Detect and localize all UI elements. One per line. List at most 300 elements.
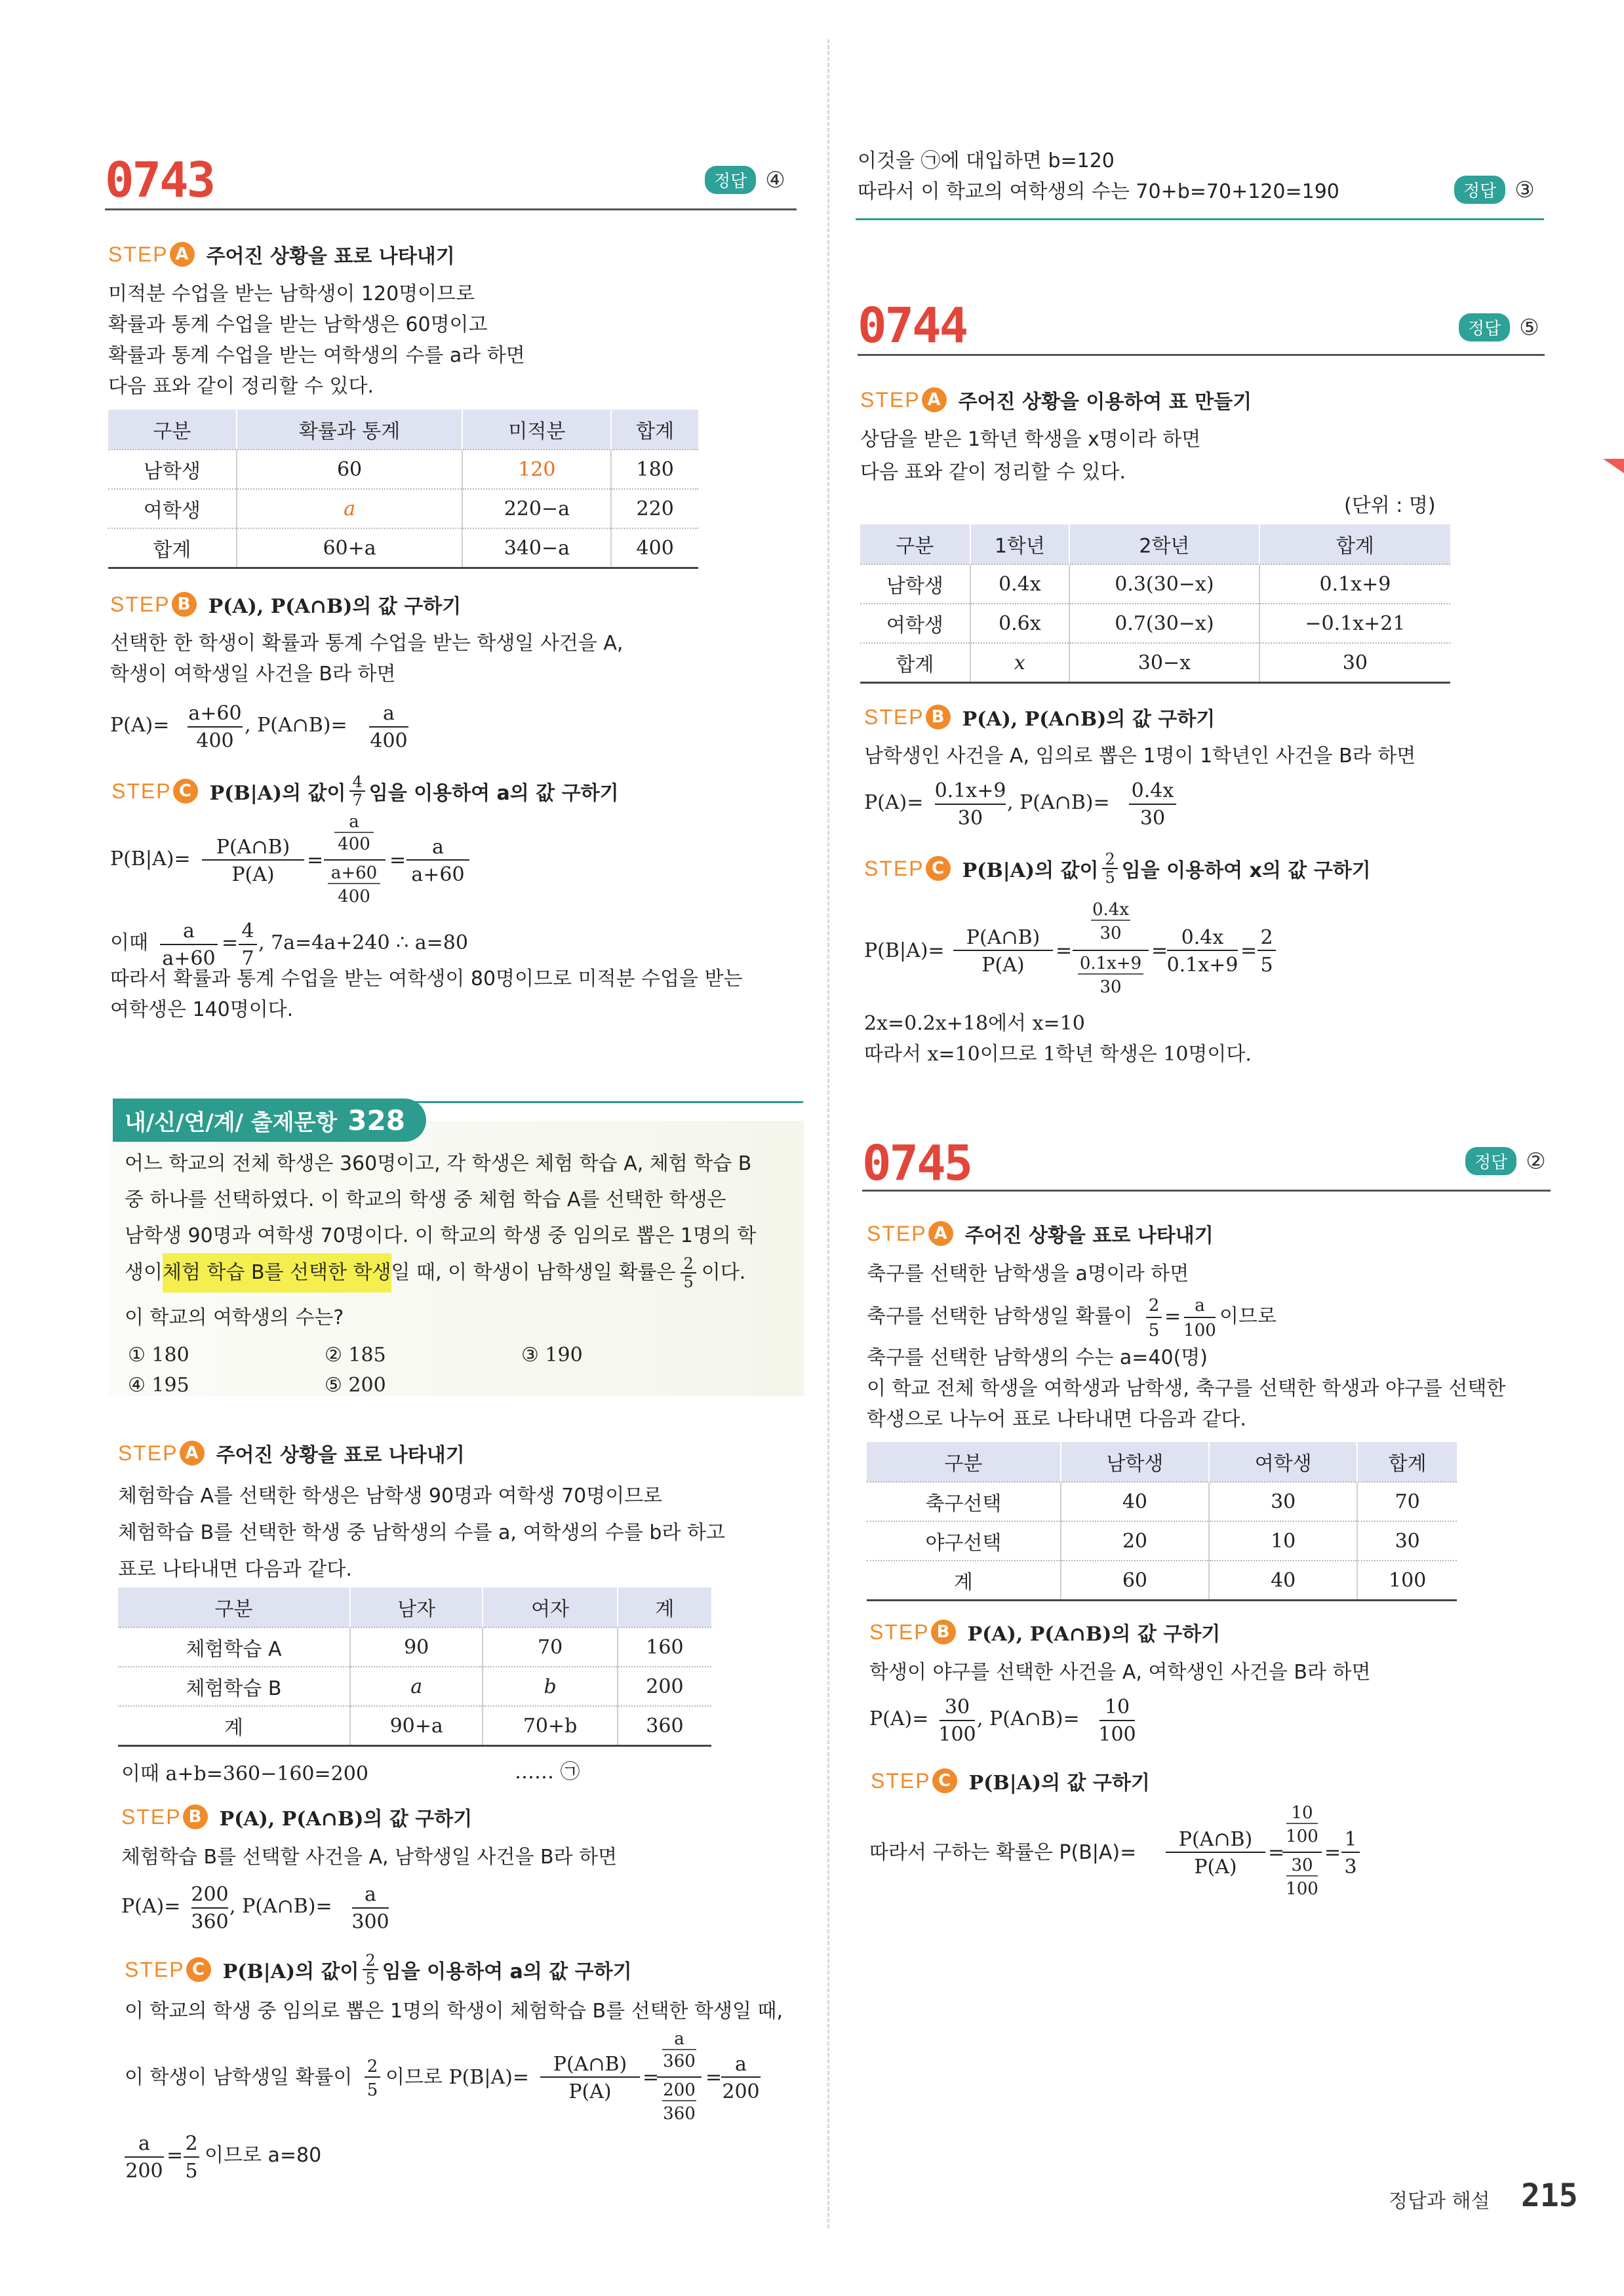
table-cell: x: [970, 643, 1069, 683]
step-label-icon: C: [932, 1768, 957, 1793]
frac-den: 400: [370, 730, 408, 752]
table-cell: 30: [1357, 1521, 1457, 1561]
eq-text: =: [705, 2066, 723, 2089]
eq-text: , P(A∩B)=: [1007, 791, 1110, 814]
choice-1[interactable]: ① 180: [128, 1344, 189, 1367]
choice-2[interactable]: ② 185: [325, 1344, 386, 1367]
footer-label: 정답과 해설: [1389, 2190, 1490, 2213]
problem-number-0745: 0745: [862, 1135, 972, 1192]
frac-num: a+60: [188, 702, 242, 725]
frac-num: 200: [663, 2080, 696, 2100]
step-label-icon: B: [931, 1620, 956, 1644]
answer-328: [1454, 176, 1535, 204]
step-label-icon: C: [926, 856, 951, 881]
problem-number-0743: 0743: [105, 152, 214, 208]
step-title: 주어진 상황을 표로 나타내기: [964, 1224, 1214, 1247]
frac-den: 5: [1148, 1321, 1160, 1340]
frac-num: a+60: [330, 863, 378, 883]
step-b-0743: [110, 590, 461, 619]
step-b-body-0745: 학생이 야구를 선택한 사건을 A, 여학생인 사건을 B라 하면: [869, 1661, 1371, 1684]
eq-step-b-0745: [869, 1694, 1237, 1746]
text-line: 어느 학교의 전체 학생은 360명이고, 각 학생은 체험 학습 A, 체험 학습 B: [125, 1152, 752, 1175]
frac-den: 30: [957, 807, 983, 830]
frac-den: P(A): [1194, 1856, 1237, 1878]
eq-text: P(B|A)=: [110, 847, 191, 870]
table-cell: 160: [618, 1627, 711, 1667]
frac-den: 400: [338, 887, 370, 906]
question-text-328: [125, 1146, 756, 1254]
eq-text: =: [1240, 939, 1258, 962]
frac-den: 100: [938, 1723, 976, 1746]
question-tag-328: [113, 1099, 426, 1142]
after-table-eq: 이때 a+b=360−160=200: [121, 1762, 368, 1785]
eq-final-328: [125, 2130, 387, 2183]
table-cell: 20: [1061, 1521, 1209, 1561]
text-line: 2x=0.2x+18에서 x=10: [864, 1012, 1085, 1035]
text-line: 확률과 통계 수업을 받는 여학생의 수를 a라 하면: [108, 344, 525, 367]
table-row: [860, 564, 1450, 604]
question-line-4: [125, 1253, 745, 1293]
table-cell: 60+a: [237, 528, 463, 568]
text-line: 체험학습 B를 선택한 학생 중 남학생의 수를 a, 여학생의 수를 b라 하고: [118, 1521, 725, 1544]
frac-den: 5: [1260, 954, 1273, 977]
step-a-body-0745: [867, 1342, 1505, 1435]
table-cell: b: [483, 1667, 617, 1706]
step-title-fraction: [1102, 851, 1117, 886]
table-header: 1학년: [970, 524, 1069, 564]
frac-num: 2: [365, 1951, 376, 1970]
table-cell: 0.4x: [970, 564, 1069, 604]
table-header: 여자: [483, 1587, 617, 1627]
step-word: STEP: [125, 1957, 185, 1981]
table-cell: 70: [483, 1627, 617, 1667]
table-cell: 220: [611, 489, 698, 528]
table-cell: −0.1x+21: [1259, 604, 1450, 643]
choice-5[interactable]: ⑤ 200: [325, 1374, 386, 1397]
step-title: 임을 이용하여 a의 값 구하기: [382, 1960, 632, 1983]
table-header: 확률과 통계: [237, 410, 463, 450]
frac-num: 4: [241, 920, 254, 943]
question-line-5: 이 학교의 여학생의 수는?: [125, 1306, 344, 1329]
choice-3[interactable]: ③ 190: [521, 1344, 583, 1367]
frac-den: 3: [1344, 1856, 1357, 1878]
section-rule: [856, 218, 1544, 220]
answer-badge: 정답: [1465, 1147, 1516, 1175]
frac-den: 360: [191, 1911, 229, 1934]
table-cell: 10: [1209, 1521, 1357, 1561]
frac-num: a: [735, 2053, 747, 2076]
frac-num: a: [383, 702, 395, 725]
step-word: STEP: [864, 705, 924, 729]
eq-text: 이때: [110, 931, 148, 954]
table-cell: 남학생: [860, 564, 970, 604]
table-header: 구분: [860, 524, 970, 564]
step-title: P(B|A)의 값이: [962, 859, 1099, 882]
eq-step-b-328: [121, 1881, 462, 1934]
answer-badge: 정답: [1459, 313, 1510, 341]
frac-den: 5: [1102, 868, 1117, 886]
frac-num: 200: [191, 1883, 229, 1906]
answer-0745: [1465, 1147, 1546, 1175]
tag-label: 내/신/연/계/ 출제문항: [125, 1109, 338, 1136]
choice-4[interactable]: ④ 195: [128, 1374, 189, 1397]
text-line: 남학생 90명과 여학생 70명이다. 이 학교의 학생 중 임의로 뽑은 1명의 학: [125, 1224, 757, 1247]
table-cell: 계: [118, 1706, 350, 1746]
frac-num: 2: [1148, 1296, 1160, 1315]
eq-text: 이므로 a=80: [205, 2144, 322, 2167]
table-row: [118, 1706, 711, 1746]
text-seg: 일 때, 이 학생이 남학생일 확률은: [391, 1261, 676, 1284]
eq-text: , P(A∩B)=: [229, 1895, 332, 1918]
eq-text: =: [1324, 1841, 1341, 1864]
text-line: 이 학교 전체 학생을 여학생과 남학생, 축구를 선택한 학생과 야구를 선택한: [867, 1377, 1506, 1400]
answer-choice: ③: [1515, 176, 1535, 203]
table-cell: 합계: [108, 528, 237, 568]
eq-text: =: [1151, 939, 1168, 962]
step-label-icon: C: [186, 1957, 211, 1982]
step-label-icon: B: [172, 592, 197, 617]
table-header: 2학년: [1069, 524, 1259, 564]
eq-text: =: [1056, 939, 1073, 962]
table-cell: 0.6x: [970, 604, 1069, 643]
text-line: 축구를 선택한 남학생의 수는 a=40(명): [867, 1346, 1208, 1369]
step-word: STEP: [111, 779, 172, 803]
step-label-icon: B: [926, 705, 951, 730]
table-header: 남자: [350, 1587, 483, 1627]
eq-step-b-0743: [110, 700, 451, 752]
eq-text: P(A)=: [869, 1707, 929, 1730]
question-fraction: [681, 1255, 696, 1291]
frac-num: 30: [1291, 1856, 1313, 1875]
step-a-body-0743: [108, 279, 525, 402]
frac-num: 10: [1291, 1803, 1313, 1823]
step-title: P(B|A)의 값이: [222, 1960, 359, 1983]
table-cell: 40: [1061, 1482, 1209, 1521]
table-header: 계: [618, 1587, 711, 1627]
step-title-fraction: [349, 773, 365, 809]
table-328: [118, 1587, 711, 1747]
eq-text: 축구를 선택한 남학생일 확률이: [867, 1305, 1133, 1328]
eq-text: P(B|A)=: [864, 939, 945, 962]
step-label-icon: B: [183, 1804, 208, 1829]
step-word: STEP: [867, 1221, 927, 1245]
step-a-0743: [108, 240, 455, 269]
frac-num: 0.1x+9: [934, 779, 1006, 802]
table-cell: 체험학습 B: [118, 1667, 350, 1706]
frac-den: 30: [1139, 807, 1166, 830]
frac-den: 400: [196, 730, 234, 752]
frac-num: 2: [1105, 850, 1115, 868]
table-cell: 220−a: [462, 489, 611, 528]
table-cell: 남학생: [108, 450, 237, 489]
table-cell: 계: [867, 1561, 1061, 1601]
table-row: [108, 450, 698, 489]
frac-den: 30: [1099, 924, 1122, 943]
step-a-328: [118, 1439, 465, 1468]
table-header: 미적분: [462, 410, 611, 450]
eq-text: =: [1164, 1305, 1181, 1328]
text-line: 다음 표와 같이 정리할 수 있다.: [860, 461, 1126, 484]
text-seg: 생이: [125, 1261, 163, 1284]
eq-text: =: [167, 2144, 184, 2167]
frac-num: a: [1195, 1296, 1205, 1315]
table-cell: 0.3(30−x): [1069, 564, 1259, 604]
table-cell: a: [237, 489, 463, 528]
table-header: 구분: [118, 1587, 350, 1627]
step-word: STEP: [869, 1620, 930, 1644]
frac-num: a: [674, 2029, 684, 2049]
table-header: 합계: [1259, 524, 1450, 564]
frac-den: 5: [185, 2160, 198, 2183]
answer-0744: [1459, 313, 1539, 341]
table-cell: 합계: [860, 643, 970, 683]
frac-num: 0.4x: [1131, 779, 1174, 802]
tag-number: 328: [347, 1104, 405, 1137]
step-label-icon: C: [173, 779, 198, 804]
text-line: 표로 나타내면 다음과 같다.: [118, 1558, 352, 1581]
eq-text: P(A)=: [864, 791, 924, 814]
eq-step-c-328: [125, 2029, 780, 2127]
table-row: [867, 1521, 1457, 1561]
section-rule: [105, 208, 797, 210]
eq-text: 이므로: [1219, 1305, 1277, 1328]
table-header: 남학생: [1061, 1442, 1209, 1482]
frac-den: P(A): [568, 2080, 612, 2103]
step-c-0745: [871, 1766, 1150, 1795]
step-title: P(A), P(A∩B)의 값 구하기: [219, 1808, 473, 1831]
frac-num: 0.1x+9: [1079, 954, 1142, 973]
continued-solution: [858, 146, 1339, 207]
eq-text: 이 학생이 남학생일 확률이: [125, 2066, 353, 2089]
frac-num: a: [183, 920, 195, 943]
table-cell: 0.1x+9: [1259, 564, 1450, 604]
frac-den: a+60: [162, 947, 216, 970]
frac-num: a: [138, 2132, 150, 2155]
eq-text: , 7a=4a+240 ∴ a=80: [258, 931, 468, 954]
table-row: [108, 489, 698, 528]
frac-num: 2: [185, 2132, 198, 2155]
frac-num: 10: [1104, 1696, 1130, 1719]
frac-num: 2: [1260, 926, 1273, 949]
frac-den: 400: [338, 834, 370, 854]
table-0743: [108, 410, 698, 569]
table-cell: 체험학습 A: [118, 1627, 350, 1667]
step-title: 주어진 상황을 표로 나타내기: [216, 1444, 465, 1467]
eq-step-a-0745: [867, 1291, 1326, 1344]
frac-den: 30: [1099, 977, 1122, 997]
frac-num: P(A∩B): [1178, 1828, 1253, 1851]
step-title: P(A), P(A∩B)의 값 구하기: [967, 1623, 1221, 1646]
table-cell: 0.7(30−x): [1069, 604, 1259, 643]
frac-den: 7: [349, 790, 365, 809]
step-b-0745: [869, 1618, 1220, 1646]
frac-num: P(A∩B): [553, 2053, 627, 2076]
step-word: STEP: [864, 856, 924, 880]
step-word: STEP: [108, 242, 168, 266]
table-cell: 70+b: [483, 1706, 617, 1746]
page-number: 215: [1521, 2177, 1578, 2214]
table-cell: 360: [618, 1706, 711, 1746]
eq-text: =: [643, 2066, 660, 2089]
table-cell: 120: [462, 450, 611, 489]
table-cell: 100: [1357, 1561, 1457, 1601]
eq-text: , P(A∩B)=: [977, 1707, 1080, 1730]
table-cell: 여학생: [108, 489, 237, 528]
step-title: P(A), P(A∩B)의 값 구하기: [962, 708, 1216, 731]
table-cell: 30: [1209, 1482, 1357, 1521]
step-c-body-328: 이 학교의 학생 중 임의로 뽑은 1명의 학생이 체험학습 B를 선택한 학생일 때,: [125, 2000, 783, 2023]
eq-text: 따라서 구하는 확률은 P(B|A)=: [869, 1841, 1137, 1864]
eq-text: =: [307, 849, 324, 872]
frac-den: 100: [1183, 1321, 1216, 1340]
equation-mark: …… ㉠: [515, 1761, 580, 1783]
section-rule: [862, 1190, 1551, 1192]
step-title: 임을 이용하여 a의 값 구하기: [368, 782, 619, 805]
table-0744: [860, 524, 1450, 684]
frac-den: 200: [125, 2160, 163, 2183]
step-a-line1-0745: 축구를 선택한 남학생을 a명이라 하면: [867, 1262, 1189, 1285]
eq-text: 이므로 P(B|A)=: [386, 2066, 530, 2089]
eq-text: =: [389, 849, 406, 872]
step-word: STEP: [118, 1441, 178, 1465]
eq-step-c-0745: [869, 1801, 1407, 1906]
frac-den: 100: [1286, 1827, 1318, 1846]
text-line: 상담을 받은 1학년 학생을 x명이라 하면: [860, 428, 1201, 451]
table-cell: 30−x: [1069, 643, 1259, 683]
frac-num: 0.4x: [1181, 926, 1224, 949]
section-rule: [858, 354, 1545, 356]
eq-step-b-0744: [864, 777, 1258, 830]
page-edge-marker: [1603, 459, 1624, 473]
step-b-body-0744: 남학생인 사건을 A, 임의로 뽑은 1명이 1학년인 사건을 B라 하면: [864, 745, 1416, 768]
table-cell: 40: [1209, 1561, 1357, 1601]
table-header: 합계: [1357, 1442, 1457, 1482]
column-divider: [827, 39, 829, 2228]
step-a-body-328: [118, 1478, 725, 1588]
frac-num: 4: [352, 773, 363, 791]
step-a-0744: [860, 385, 1252, 414]
table-cell: 400: [611, 528, 698, 568]
step-a-0745: [867, 1219, 1214, 1248]
table-row: [118, 1667, 711, 1706]
frac-num: a: [349, 813, 359, 832]
answer-choice: ④: [765, 166, 785, 193]
table-row: [118, 1627, 711, 1667]
frac-den: 360: [663, 2052, 696, 2071]
step-title: 임을 이용하여 x의 값 구하기: [1121, 859, 1371, 882]
eq-step-c-0744: [864, 898, 1323, 1006]
conclusion-0744: [864, 1008, 1252, 1070]
eq-step-c2-0743: [110, 918, 648, 970]
step-c-0743: [111, 773, 619, 809]
step-word: STEP: [871, 1768, 931, 1793]
frac-den: 360: [663, 2104, 696, 2124]
table-cell: 30: [1259, 643, 1450, 683]
frac-den: P(A): [231, 863, 275, 886]
table-row: [860, 643, 1450, 683]
text-line: 미적분 수업을 받는 남학생이 120명이므로: [108, 282, 475, 305]
step-title: P(A), P(A∩B)의 값 구하기: [208, 595, 462, 618]
step-c-0744: [864, 851, 1371, 886]
step-title-fraction: [363, 1952, 378, 1987]
text-line: 선택한 한 학생이 확률과 통계 수업을 받는 학생일 사건을 A,: [110, 632, 624, 655]
eq-text: P(A)=: [110, 714, 170, 737]
frac-den: a+60: [411, 863, 465, 886]
step-word: STEP: [860, 387, 921, 412]
step-label-icon: A: [922, 387, 947, 412]
table-row: [860, 604, 1450, 643]
eq-text: , P(A∩B)=: [245, 714, 347, 737]
step-word: STEP: [110, 592, 170, 616]
step-word: STEP: [121, 1804, 182, 1829]
table-row: [867, 1561, 1457, 1601]
table-cell: 90+a: [350, 1706, 483, 1746]
frac-num: 1: [1344, 1828, 1357, 1851]
step-title: 주어진 상황을 이용하여 표 만들기: [958, 391, 1252, 414]
table-header: 여학생: [1209, 1442, 1357, 1482]
step-b-328: [121, 1802, 472, 1831]
eq-text: =: [222, 931, 239, 954]
frac-den: 300: [351, 1911, 389, 1934]
table-cell: 축구선택: [867, 1482, 1061, 1521]
table-cell: 60: [1061, 1561, 1209, 1601]
table-cell: 200: [618, 1667, 711, 1706]
text-line: 이것을 ㉠에 대입하면 b=120: [858, 149, 1115, 172]
table-cell: 340−a: [462, 528, 611, 568]
text-line: 학생이 여학생일 사건을 B라 하면: [110, 663, 396, 686]
table-cell: a: [350, 1667, 483, 1706]
text-line: 학생으로 나누어 표로 나타내면 다음과 같다.: [867, 1408, 1246, 1431]
step-label-icon: A: [928, 1221, 953, 1246]
frac-den: 7: [241, 947, 254, 970]
step-c-328: [125, 1952, 632, 1987]
table-unit: (단위 : 명): [1344, 494, 1436, 517]
table-header: 합계: [611, 410, 698, 450]
table-cell: 60: [237, 450, 463, 489]
text-line: 다음 표와 같이 정리할 수 있다.: [108, 375, 374, 398]
step-title: P(B|A)의 값이: [209, 782, 346, 805]
problem-number-0744: 0744: [858, 298, 967, 354]
frac-num: a: [365, 1883, 376, 1906]
text-line: 따라서 x=10이므로 1학년 학생은 10명이다.: [864, 1043, 1252, 1066]
frac-den: 100: [1286, 1879, 1318, 1899]
step-b-body-0743: [110, 628, 623, 690]
table-cell: 여학생: [860, 604, 970, 643]
table-0745: [867, 1442, 1457, 1601]
frac-num: P(A∩B): [216, 836, 290, 859]
answer-badge: 정답: [1454, 176, 1505, 204]
text-line: 확률과 통계 수업을 받는 남학생은 60명이고: [108, 313, 488, 336]
text-line: 따라서 이 학교의 여학생의 수는 70+b=70+120=190: [858, 180, 1339, 203]
step-b-body-328: 체험학습 B를 선택할 사건을 A, 남학생일 사건을 B라 하면: [121, 1846, 618, 1869]
table-cell: 야구선택: [867, 1521, 1061, 1561]
answer-badge: 정답: [705, 166, 756, 194]
frac-den: 5: [366, 2080, 378, 2100]
step-label-icon: A: [170, 242, 195, 267]
text-seg: 이다.: [701, 1261, 746, 1284]
step-title: 주어진 상황을 표로 나타내기: [206, 245, 455, 268]
frac-den: 0.1x+9: [1166, 954, 1238, 977]
frac-num: P(A∩B): [966, 926, 1040, 949]
frac-den: P(A): [981, 954, 1025, 977]
frac-den: 5: [363, 1969, 378, 1987]
table-row: [867, 1482, 1457, 1521]
frac-den: 200: [722, 2080, 760, 2103]
text-line: 체험학습 A를 선택한 학생은 남학생 90명과 여학생 70명이므로: [118, 1485, 663, 1508]
frac-num: 2: [366, 2057, 378, 2076]
table-cell: 90: [350, 1627, 483, 1667]
step-b-0744: [864, 703, 1215, 731]
